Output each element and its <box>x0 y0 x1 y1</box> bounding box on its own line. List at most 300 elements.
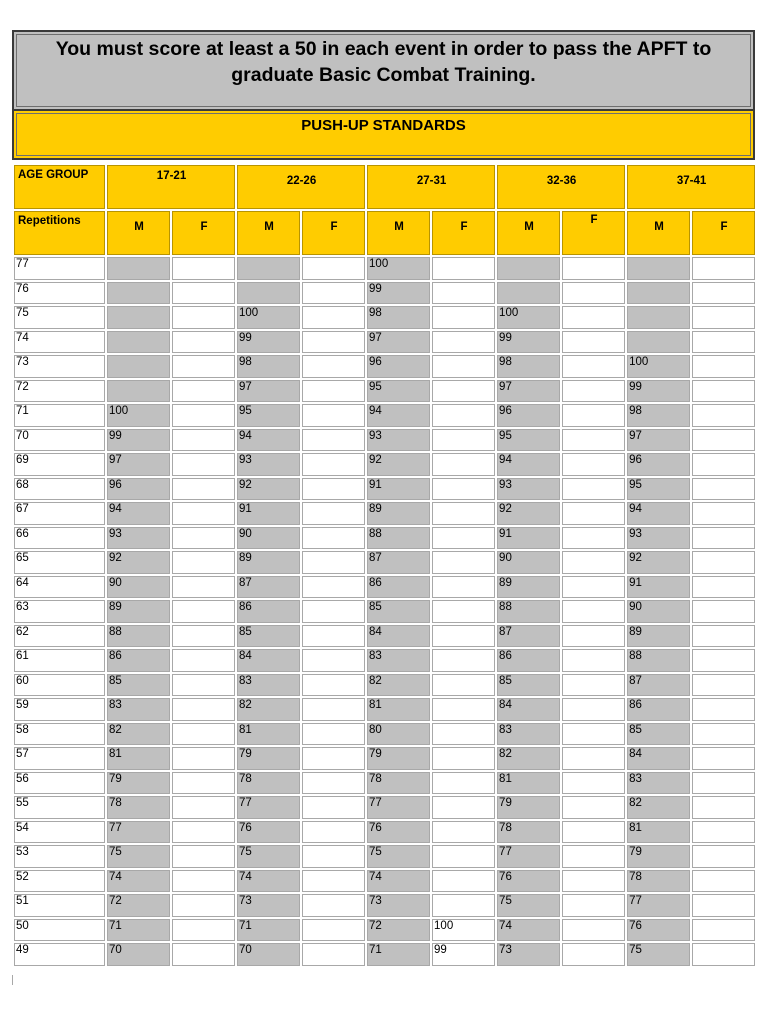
male-score-cell: 94 <box>107 502 170 525</box>
table-row <box>14 723 755 746</box>
male-score-cell <box>107 257 170 280</box>
male-score-cell: 81 <box>237 723 300 746</box>
male-score-cell: 89 <box>237 551 300 574</box>
female-score-cell <box>432 551 495 574</box>
repetitions-cell: 54 <box>14 821 105 844</box>
repetitions-cell: 49 <box>14 943 105 966</box>
repetitions-cell: 50 <box>14 919 105 942</box>
male-score-cell: 76 <box>237 821 300 844</box>
male-score-cell: 91 <box>367 478 430 501</box>
female-score-cell <box>692 331 755 354</box>
female-score-cell <box>692 429 755 452</box>
female-score-cell <box>302 796 365 819</box>
table-row <box>14 527 755 550</box>
male-score-cell: 88 <box>497 600 560 623</box>
female-score-cell <box>692 380 755 403</box>
male-score-cell: 94 <box>627 502 690 525</box>
age-group-32-36: 32-36 <box>497 165 625 209</box>
female-score-cell <box>432 747 495 770</box>
female-score-cell <box>172 894 235 917</box>
male-score-cell: 84 <box>367 625 430 648</box>
male-score-cell: 75 <box>367 845 430 868</box>
sex-header-row <box>14 211 755 255</box>
female-score-cell <box>172 698 235 721</box>
table-row <box>14 478 755 501</box>
female-score-cell <box>432 502 495 525</box>
female-score-cell <box>562 723 625 746</box>
female-score-cell <box>172 625 235 648</box>
female-score-cell <box>432 355 495 378</box>
table-row <box>14 894 755 917</box>
female-score-cell <box>432 723 495 746</box>
female-score-cell <box>692 943 755 966</box>
male-score-cell: 79 <box>497 796 560 819</box>
male-score-cell: 86 <box>627 698 690 721</box>
female-score-cell <box>432 649 495 672</box>
female-score-cell <box>432 527 495 550</box>
male-score-cell: 87 <box>237 576 300 599</box>
male-score-cell: 81 <box>497 772 560 795</box>
repetitions-cell: 59 <box>14 698 105 721</box>
male-score-cell: 99 <box>627 380 690 403</box>
table-row <box>14 306 755 329</box>
female-score-cell <box>302 943 365 966</box>
repetitions-cell: 64 <box>14 576 105 599</box>
male-score-cell: 70 <box>107 943 170 966</box>
male-score-cell: 94 <box>237 429 300 452</box>
male-score-cell: 90 <box>497 551 560 574</box>
male-score-cell: 100 <box>237 306 300 329</box>
female-score-cell <box>302 674 365 697</box>
female-score-cell <box>692 649 755 672</box>
male-score-cell: 99 <box>237 331 300 354</box>
repetitions-cell: 58 <box>14 723 105 746</box>
female-score-cell <box>562 649 625 672</box>
female-score-cell <box>172 257 235 280</box>
male-score-cell: 95 <box>627 478 690 501</box>
repetitions-cell: 61 <box>14 649 105 672</box>
male-score-cell: 97 <box>627 429 690 452</box>
male-score-cell: 94 <box>497 453 560 476</box>
male-score-cell: 89 <box>497 576 560 599</box>
female-score-cell <box>172 600 235 623</box>
male-score-cell <box>107 282 170 305</box>
male-score-cell: 85 <box>107 674 170 697</box>
table-row <box>14 649 755 672</box>
repetitions-cell: 74 <box>14 331 105 354</box>
female-score-cell <box>302 845 365 868</box>
female-score-cell <box>302 894 365 917</box>
male-score-cell: 91 <box>237 502 300 525</box>
female-score-cell <box>302 331 365 354</box>
female-score-cell <box>562 429 625 452</box>
male-score-cell: 82 <box>237 698 300 721</box>
female-score-cell <box>692 845 755 868</box>
male-header: M <box>497 211 560 255</box>
female-score-cell <box>432 380 495 403</box>
male-score-cell: 97 <box>107 453 170 476</box>
female-score-cell <box>562 747 625 770</box>
male-score-cell: 98 <box>627 404 690 427</box>
female-score-cell <box>302 380 365 403</box>
female-score-cell <box>172 747 235 770</box>
male-score-cell: 75 <box>627 943 690 966</box>
female-score-cell <box>302 576 365 599</box>
male-score-cell <box>107 331 170 354</box>
female-score-cell <box>692 796 755 819</box>
female-score-cell <box>172 527 235 550</box>
male-score-cell: 95 <box>367 380 430 403</box>
female-score-cell <box>172 845 235 868</box>
female-score-cell <box>432 306 495 329</box>
age-group-label: AGE GROUP <box>14 165 105 209</box>
female-score-cell <box>172 282 235 305</box>
female-score-cell <box>302 429 365 452</box>
female-score-cell <box>562 845 625 868</box>
male-score-cell: 70 <box>237 943 300 966</box>
male-score-cell: 84 <box>497 698 560 721</box>
female-score-cell <box>432 404 495 427</box>
table-row <box>14 747 755 770</box>
male-score-cell: 91 <box>497 527 560 550</box>
female-header: F <box>432 211 495 255</box>
table-row <box>14 600 755 623</box>
repetitions-cell: 76 <box>14 282 105 305</box>
female-header: F <box>562 211 625 255</box>
male-score-cell: 97 <box>497 380 560 403</box>
female-score-cell <box>562 331 625 354</box>
repetitions-cell: 70 <box>14 429 105 452</box>
male-score-cell: 79 <box>367 747 430 770</box>
table-row <box>14 404 755 427</box>
female-score-cell <box>302 551 365 574</box>
male-score-cell: 92 <box>497 502 560 525</box>
male-score-cell: 96 <box>107 478 170 501</box>
female-score-cell <box>562 796 625 819</box>
male-score-cell: 99 <box>497 331 560 354</box>
repetitions-cell: 67 <box>14 502 105 525</box>
male-score-cell <box>237 282 300 305</box>
female-score-cell <box>172 649 235 672</box>
female-score-cell <box>302 306 365 329</box>
female-score-cell <box>432 894 495 917</box>
male-score-cell: 96 <box>367 355 430 378</box>
male-score-cell: 82 <box>367 674 430 697</box>
table-row <box>14 551 755 574</box>
male-score-cell <box>107 355 170 378</box>
table-row <box>14 355 755 378</box>
female-score-cell <box>562 404 625 427</box>
female-score-cell <box>432 796 495 819</box>
female-score-cell <box>432 625 495 648</box>
female-score-cell <box>172 306 235 329</box>
male-score-cell: 93 <box>107 527 170 550</box>
male-score-cell: 98 <box>367 306 430 329</box>
female-header: F <box>172 211 235 255</box>
female-score-cell <box>692 870 755 893</box>
male-score-cell: 100 <box>497 306 560 329</box>
male-score-cell <box>107 306 170 329</box>
table-continuation-line <box>12 975 13 985</box>
male-score-cell: 81 <box>627 821 690 844</box>
male-score-cell: 96 <box>497 404 560 427</box>
female-score-cell <box>432 576 495 599</box>
repetitions-cell: 65 <box>14 551 105 574</box>
female-score-cell <box>302 747 365 770</box>
female-score-cell <box>692 478 755 501</box>
female-score-cell <box>692 919 755 942</box>
male-score-cell: 77 <box>107 821 170 844</box>
male-score-cell: 95 <box>497 429 560 452</box>
male-score-cell: 95 <box>237 404 300 427</box>
male-score-cell <box>497 282 560 305</box>
female-score-cell: 100 <box>432 919 495 942</box>
male-score-cell: 73 <box>497 943 560 966</box>
female-score-cell <box>692 576 755 599</box>
male-score-cell <box>627 331 690 354</box>
female-score-cell <box>562 943 625 966</box>
female-score-cell <box>562 527 625 550</box>
male-score-cell: 76 <box>367 821 430 844</box>
table-row <box>14 772 755 795</box>
age-group-22-26: 22-26 <box>237 165 365 209</box>
male-score-cell: 87 <box>497 625 560 648</box>
repetitions-cell: 60 <box>14 674 105 697</box>
push-up-standards-table <box>12 163 757 968</box>
male-score-cell: 79 <box>627 845 690 868</box>
male-score-cell: 97 <box>237 380 300 403</box>
male-header: M <box>627 211 690 255</box>
female-score-cell <box>692 355 755 378</box>
male-score-cell <box>107 380 170 403</box>
male-score-cell: 78 <box>107 796 170 819</box>
table-row <box>14 282 755 305</box>
female-score-cell <box>302 723 365 746</box>
female-score-cell <box>562 600 625 623</box>
male-score-cell: 79 <box>107 772 170 795</box>
female-score-cell <box>302 772 365 795</box>
female-score-cell <box>562 355 625 378</box>
female-score-cell <box>172 943 235 966</box>
table-row <box>14 698 755 721</box>
female-score-cell <box>432 429 495 452</box>
female-header: F <box>302 211 365 255</box>
female-score-cell <box>692 723 755 746</box>
female-score-cell <box>562 821 625 844</box>
male-score-cell: 89 <box>627 625 690 648</box>
male-score-cell: 86 <box>107 649 170 672</box>
male-score-cell: 84 <box>627 747 690 770</box>
female-header: F <box>692 211 755 255</box>
male-score-cell: 80 <box>367 723 430 746</box>
male-score-cell: 97 <box>367 331 430 354</box>
repetitions-cell: 51 <box>14 894 105 917</box>
male-score-cell <box>627 257 690 280</box>
male-score-cell: 72 <box>367 919 430 942</box>
table-row <box>14 576 755 599</box>
repetitions-cell: 73 <box>14 355 105 378</box>
age-group-header-row <box>14 165 755 209</box>
female-score-cell <box>562 919 625 942</box>
age-group-27-31: 27-31 <box>367 165 495 209</box>
table-row <box>14 331 755 354</box>
male-score-cell: 83 <box>367 649 430 672</box>
male-score-cell: 72 <box>107 894 170 917</box>
table-row <box>14 453 755 476</box>
male-score-cell <box>627 306 690 329</box>
male-score-cell: 78 <box>237 772 300 795</box>
table-row <box>14 870 755 893</box>
female-score-cell <box>562 306 625 329</box>
female-score-cell <box>562 282 625 305</box>
female-score-cell <box>562 453 625 476</box>
male-score-cell: 92 <box>237 478 300 501</box>
female-score-cell <box>432 870 495 893</box>
female-score-cell <box>172 502 235 525</box>
male-score-cell: 81 <box>367 698 430 721</box>
female-score-cell <box>302 527 365 550</box>
male-score-cell: 73 <box>367 894 430 917</box>
male-score-cell: 74 <box>107 870 170 893</box>
male-score-cell: 83 <box>497 723 560 746</box>
female-score-cell <box>692 894 755 917</box>
male-score-cell: 90 <box>237 527 300 550</box>
female-score-cell <box>172 723 235 746</box>
table-row <box>14 796 755 819</box>
repetitions-cell: 69 <box>14 453 105 476</box>
female-score-cell <box>172 453 235 476</box>
repetitions-cell: 77 <box>14 257 105 280</box>
female-score-cell <box>172 404 235 427</box>
male-score-cell: 90 <box>107 576 170 599</box>
female-score-cell <box>692 551 755 574</box>
male-score-cell: 73 <box>237 894 300 917</box>
repetitions-cell: 72 <box>14 380 105 403</box>
male-score-cell: 93 <box>497 478 560 501</box>
male-score-cell: 89 <box>107 600 170 623</box>
female-score-cell <box>172 331 235 354</box>
female-score-cell <box>432 478 495 501</box>
male-score-cell: 88 <box>627 649 690 672</box>
male-score-cell <box>237 257 300 280</box>
male-score-cell: 92 <box>107 551 170 574</box>
male-score-cell: 82 <box>497 747 560 770</box>
female-score-cell <box>432 845 495 868</box>
male-score-cell: 74 <box>237 870 300 893</box>
female-score-cell <box>172 772 235 795</box>
female-score-cell <box>432 257 495 280</box>
male-score-cell: 74 <box>497 919 560 942</box>
male-score-cell: 88 <box>107 625 170 648</box>
female-score-cell <box>302 404 365 427</box>
male-score-cell: 81 <box>107 747 170 770</box>
female-score-cell: 99 <box>432 943 495 966</box>
female-score-cell <box>302 698 365 721</box>
male-score-cell: 85 <box>237 625 300 648</box>
repetitions-label: Repetitions <box>14 211 105 255</box>
notice-banner <box>12 30 755 111</box>
repetitions-cell: 71 <box>14 404 105 427</box>
female-score-cell <box>432 674 495 697</box>
male-score-cell: 71 <box>237 919 300 942</box>
repetitions-cell: 66 <box>14 527 105 550</box>
male-score-cell: 87 <box>367 551 430 574</box>
male-score-cell: 87 <box>627 674 690 697</box>
female-score-cell <box>562 576 625 599</box>
female-score-cell <box>562 894 625 917</box>
male-score-cell: 78 <box>627 870 690 893</box>
female-score-cell <box>432 453 495 476</box>
table-row <box>14 429 755 452</box>
female-score-cell <box>172 576 235 599</box>
male-score-cell: 75 <box>237 845 300 868</box>
female-score-cell <box>562 380 625 403</box>
female-score-cell <box>562 674 625 697</box>
female-score-cell <box>172 821 235 844</box>
male-score-cell: 82 <box>107 723 170 746</box>
male-score-cell: 83 <box>107 698 170 721</box>
male-score-cell: 86 <box>497 649 560 672</box>
male-score-cell <box>497 257 560 280</box>
male-score-cell: 100 <box>627 355 690 378</box>
table-row <box>14 380 755 403</box>
female-score-cell <box>692 282 755 305</box>
table-row <box>14 674 755 697</box>
table-row <box>14 845 755 868</box>
male-score-cell: 74 <box>367 870 430 893</box>
female-score-cell <box>562 257 625 280</box>
male-score-cell: 71 <box>367 943 430 966</box>
repetitions-cell: 53 <box>14 845 105 868</box>
male-score-cell: 85 <box>497 674 560 697</box>
male-score-cell: 86 <box>367 576 430 599</box>
male-score-cell: 82 <box>627 796 690 819</box>
male-score-cell: 83 <box>627 772 690 795</box>
male-score-cell: 96 <box>627 453 690 476</box>
table-row <box>14 943 755 966</box>
male-score-cell: 90 <box>627 600 690 623</box>
male-score-cell: 76 <box>627 919 690 942</box>
female-score-cell <box>172 380 235 403</box>
male-score-cell: 77 <box>367 796 430 819</box>
repetitions-cell: 75 <box>14 306 105 329</box>
male-score-cell: 94 <box>367 404 430 427</box>
female-score-cell <box>302 649 365 672</box>
repetitions-cell: 55 <box>14 796 105 819</box>
male-score-cell: 85 <box>367 600 430 623</box>
male-score-cell: 89 <box>367 502 430 525</box>
male-score-cell: 78 <box>497 821 560 844</box>
female-score-cell <box>692 257 755 280</box>
title-banner <box>12 109 755 160</box>
female-score-cell <box>692 404 755 427</box>
female-score-cell <box>172 478 235 501</box>
female-score-cell <box>562 478 625 501</box>
male-header: M <box>107 211 170 255</box>
female-score-cell <box>562 698 625 721</box>
female-score-cell <box>432 698 495 721</box>
female-score-cell <box>302 919 365 942</box>
female-score-cell <box>692 502 755 525</box>
male-score-cell: 85 <box>627 723 690 746</box>
female-score-cell <box>692 747 755 770</box>
male-score-cell: 77 <box>237 796 300 819</box>
repetitions-cell: 62 <box>14 625 105 648</box>
female-score-cell <box>432 282 495 305</box>
female-score-cell <box>692 527 755 550</box>
repetitions-cell: 57 <box>14 747 105 770</box>
female-score-cell <box>692 772 755 795</box>
